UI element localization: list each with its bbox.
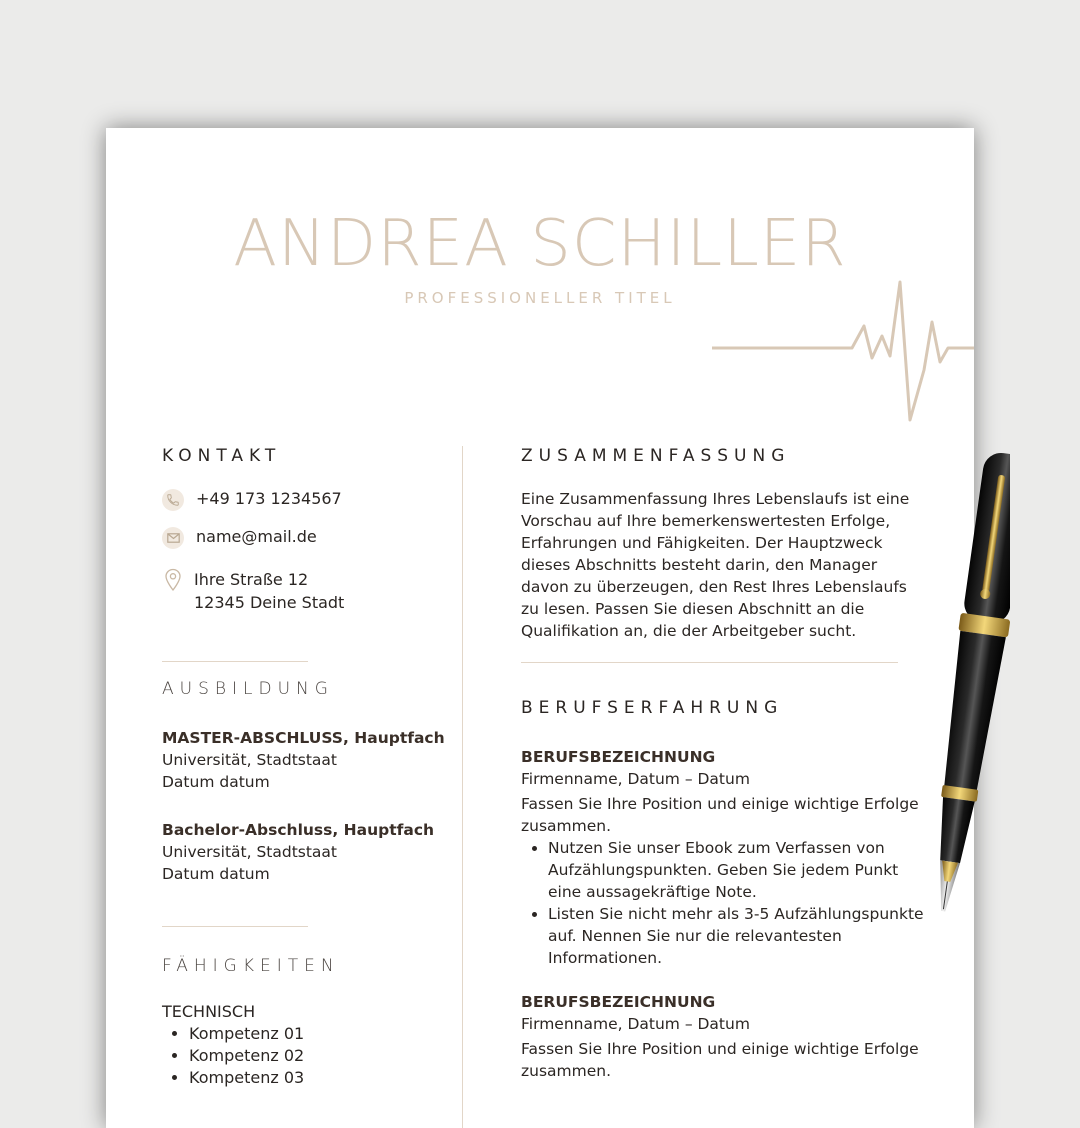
education-degree: MASTER-ABSCHLUSS, Hauptfach bbox=[162, 729, 445, 747]
skills-group bbox=[162, 1001, 452, 1089]
education-school: Universität, Stadtstaat bbox=[162, 843, 338, 861]
contact-phone: +49 173 1234567 bbox=[196, 489, 342, 508]
phone-icon bbox=[162, 489, 184, 511]
contact-phone-row bbox=[162, 489, 342, 511]
contact-heading: KONTAKT bbox=[162, 446, 282, 466]
education-date: Datum datum bbox=[162, 773, 270, 791]
section-divider bbox=[521, 662, 898, 663]
job-bullet: • Nutzen Sie unser Ebook zum Verfassen von Aufzählungspunkten. Geben Sie jedem Punkt eine aussagekräftige Note. bbox=[548, 837, 931, 903]
contact-email-row bbox=[162, 527, 317, 549]
job-bullet: • Listen Sie nicht mehr als 3-5 Aufzählungspunkte auf. Nennen Sie nur die relevantesten Informationen. bbox=[548, 903, 931, 969]
address-line-2: 12345 Deine Stadt bbox=[194, 593, 345, 612]
contact-email: name@mail.de bbox=[196, 527, 317, 546]
resume-subtitle: PROFESSIONELLER TITEL bbox=[404, 289, 676, 307]
address-line-1: Ihre Straße 12 bbox=[194, 570, 309, 589]
resume-name: ANDREA SCHILLER bbox=[233, 207, 847, 281]
skill-item: • Kompetenz 03 bbox=[189, 1067, 452, 1089]
section-divider bbox=[162, 661, 308, 662]
job-description: Fassen Sie Ihre Position und einige wichtige Erfolge zusammen. bbox=[521, 1040, 919, 1080]
job-role: BERUFSBEZEICHNUNG bbox=[521, 748, 716, 766]
education-entry bbox=[162, 819, 452, 885]
education-heading: AUSBILDUNG bbox=[162, 679, 334, 699]
skills-heading: FÄHIGKEITEN bbox=[162, 956, 340, 976]
column-divider bbox=[462, 446, 463, 1128]
job-description: Fassen Sie Ihre Position und einige wichtige Erfolge zusammen. bbox=[521, 795, 919, 835]
experience-heading: BERUFSERFAHRUNG bbox=[521, 698, 784, 718]
contact-address-row bbox=[162, 568, 344, 614]
skill-item: • Kompetenz 01 bbox=[189, 1023, 452, 1045]
skills-group-title: TECHNISCH bbox=[162, 1002, 256, 1021]
skill-item: • Kompetenz 02 bbox=[189, 1045, 452, 1067]
job-entry bbox=[521, 991, 931, 1082]
education-degree: Bachelor-Abschluss, Hauptfach bbox=[162, 821, 435, 839]
education-date: Datum datum bbox=[162, 865, 270, 883]
education-entry bbox=[162, 727, 452, 793]
education-school: Universität, Stadtstaat bbox=[162, 751, 338, 769]
summary-heading: ZUSAMMENFASSUNG bbox=[521, 446, 791, 466]
job-company: Firmenname, Datum – Datum bbox=[521, 1015, 750, 1033]
heartbeat-line-graphic bbox=[712, 278, 974, 428]
resume-page bbox=[106, 128, 974, 1128]
location-pin-icon bbox=[162, 568, 184, 592]
job-company: Firmenname, Datum – Datum bbox=[521, 770, 750, 788]
job-role: BERUFSBEZEICHNUNG bbox=[521, 993, 716, 1011]
fountain-pen-graphic bbox=[860, 440, 1010, 940]
section-divider bbox=[162, 926, 308, 927]
mail-icon bbox=[162, 527, 184, 549]
skills-list bbox=[162, 1023, 452, 1089]
summary-text: Eine Zusammenfassung Ihres Lebenslaufs ist eine Vorschau auf Ihre bemerkenswertesten Erfolge, Erfahrungen und Fähigkeiten. Der Hauptzweck dieses Abschnitts besteht darin, den Manager davon zu überzeugen, den Rest Ihres Lebenslaufs zu lesen. Passen Sie diesen Abschnitt an die Qualifikation an, die der Arbeitgeber sucht. bbox=[521, 490, 910, 640]
